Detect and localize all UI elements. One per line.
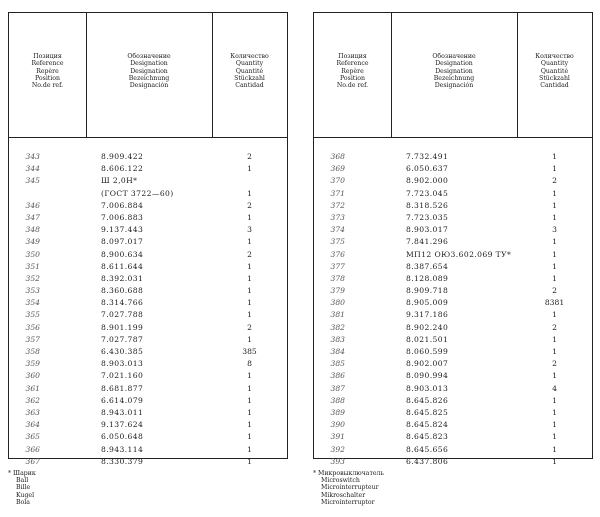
cell-designation: 7.006.883 xyxy=(101,212,144,222)
cell-designation: 6.430.385 xyxy=(101,347,144,356)
cell-designation: 8.318.526 xyxy=(406,200,449,210)
cell-designation: 9.137.443 xyxy=(101,225,144,235)
cell-quantity: 8 xyxy=(247,359,252,369)
cell-quantity: 1 xyxy=(552,237,557,247)
cell-position: 390 xyxy=(330,420,345,430)
cell-designation: 8.021.501 xyxy=(406,334,449,344)
cell-designation: 8.902.000 xyxy=(406,176,449,186)
cell-position: 387 xyxy=(330,383,345,393)
cell-position: 355 xyxy=(25,310,40,320)
cell-position: 368 xyxy=(330,152,345,161)
cell-quantity: 1 xyxy=(247,212,252,222)
cell-quantity: 1 xyxy=(552,407,557,417)
table-row xyxy=(9,444,287,456)
cell-quantity: 1 xyxy=(552,444,557,454)
cell-quantity: 2 xyxy=(552,286,557,296)
cell-position: 369 xyxy=(330,164,345,174)
cell-quantity: 1 xyxy=(247,237,252,247)
table-row xyxy=(9,334,287,346)
cell-quantity: 1 xyxy=(552,371,557,381)
cell-quantity: 1 xyxy=(552,249,557,259)
cell-quantity: 1 xyxy=(247,420,252,430)
table-row xyxy=(9,431,287,443)
cell-quantity: 1 xyxy=(247,164,252,174)
cell-quantity: 2 xyxy=(247,249,252,259)
footnote-left: * Шарик Ball Bille Kugel Bola xyxy=(8,470,36,506)
cell-designation: 8.645.824 xyxy=(406,420,449,430)
cell-designation: 8.900.634 xyxy=(101,249,144,259)
cell-position: 379 xyxy=(330,286,345,296)
cell-designation: 8.060.599 xyxy=(406,347,449,356)
cell-position: 357 xyxy=(25,334,40,344)
table-row xyxy=(9,200,287,212)
table-row xyxy=(9,358,287,370)
cell-quantity: 1 xyxy=(552,273,557,283)
cell-quantity: 4 xyxy=(552,383,557,393)
cell-position: 385 xyxy=(330,359,345,369)
table-row xyxy=(314,249,592,261)
cell-quantity: 1 xyxy=(247,456,252,466)
table-row xyxy=(9,188,287,200)
cell-designation: Ш 2,0Н* xyxy=(101,176,138,186)
cell-position: 375 xyxy=(330,237,345,247)
cell-designation: 8.645.825 xyxy=(406,407,449,417)
cell-quantity: 1 xyxy=(552,212,557,222)
cell-designation: 8.902.007 xyxy=(406,359,449,369)
table-row xyxy=(314,395,592,407)
cell-quantity: 2 xyxy=(247,322,252,332)
cell-quantity: 1 xyxy=(247,273,252,283)
cell-position: 358 xyxy=(25,347,40,356)
cell-position: 383 xyxy=(330,334,345,344)
cell-designation: МП12 ОЮ3.602.069 ТУ* xyxy=(406,249,512,259)
cell-designation: 6.437.806 xyxy=(406,456,449,466)
cell-position: 393 xyxy=(330,456,345,466)
cell-designation: 8.943.114 xyxy=(101,444,144,454)
table-row xyxy=(314,273,592,285)
table-row xyxy=(9,273,287,285)
cell-quantity: 1 xyxy=(552,261,557,271)
cell-designation: 8.645.826 xyxy=(406,395,449,405)
cell-designation: 8.901.199 xyxy=(101,322,144,332)
cell-position: 364 xyxy=(25,420,40,430)
cell-designation: 8.943.011 xyxy=(101,407,144,417)
cell-position: 344 xyxy=(25,164,40,174)
cell-quantity: 3 xyxy=(247,225,252,235)
cell-quantity: 1 xyxy=(247,395,252,405)
cell-designation: 9.137.624 xyxy=(101,420,144,430)
cell-position: 367 xyxy=(25,456,40,466)
table-row xyxy=(9,395,287,407)
cell-position: 380 xyxy=(330,298,345,308)
table-row xyxy=(314,285,592,297)
table-row xyxy=(9,285,287,297)
table-row xyxy=(314,456,592,468)
cell-designation: 8.387.654 xyxy=(406,261,449,271)
cell-position: 351 xyxy=(25,261,40,271)
parts-table-left xyxy=(8,12,288,466)
cell-position: 345 xyxy=(25,176,40,186)
cell-quantity: 1 xyxy=(247,298,252,308)
cell-designation: 8.330.379 xyxy=(101,456,144,466)
cell-quantity: 1 xyxy=(552,200,557,210)
cell-designation: 7.027.787 xyxy=(101,334,144,344)
cell-quantity: 1 xyxy=(247,371,252,381)
cell-designation: 7.006.884 xyxy=(101,200,144,210)
table-row xyxy=(314,163,592,175)
table-body-right xyxy=(314,151,592,468)
cell-designation: 7.732.491 xyxy=(406,152,449,161)
cell-designation: (ГОСТ 3722—60) xyxy=(101,188,174,198)
cell-position: 356 xyxy=(25,322,40,332)
table-row xyxy=(9,163,287,175)
table-row xyxy=(9,456,287,468)
cell-position: 382 xyxy=(330,322,345,332)
cell-position: 378 xyxy=(330,273,345,283)
cell-quantity: 2 xyxy=(247,152,252,161)
cell-designation: 8.611.644 xyxy=(101,261,144,271)
cell-designation: 6.050.648 xyxy=(101,432,144,442)
cell-position: 384 xyxy=(330,347,345,356)
cell-designation: 8.392.031 xyxy=(101,273,144,283)
cell-position: 373 xyxy=(330,212,345,222)
cell-designation: 8.360.688 xyxy=(101,286,144,296)
cell-designation: 8.909.718 xyxy=(406,286,449,296)
cell-quantity: 2 xyxy=(552,322,557,332)
cell-position: 386 xyxy=(330,371,345,381)
table-row xyxy=(314,200,592,212)
header-designation: Обозначение Designation Designation Bezeichnung Designación xyxy=(127,53,171,90)
table-body-left xyxy=(9,151,287,468)
cell-designation: 8.905.009 xyxy=(406,298,449,308)
cell-position: 354 xyxy=(25,298,40,308)
table-row xyxy=(9,309,287,321)
cell-designation: 8.090.994 xyxy=(406,371,449,381)
cell-position: 343 xyxy=(25,152,40,161)
cell-designation: 7.021.160 xyxy=(101,371,144,381)
cell-designation: 8.606.122 xyxy=(101,164,144,174)
cell-quantity: 1 xyxy=(552,188,557,198)
cell-designation: 8.314.766 xyxy=(101,298,144,308)
cell-quantity: 1 xyxy=(552,164,557,174)
cell-designation: 8.645.823 xyxy=(406,432,449,442)
cell-designation: 7.723.045 xyxy=(406,188,449,198)
table-row xyxy=(314,431,592,443)
table-row xyxy=(9,151,287,163)
cell-quantity: 1 xyxy=(552,395,557,405)
table-row xyxy=(314,151,592,163)
cell-quantity: 2 xyxy=(552,176,557,186)
cell-position: 360 xyxy=(25,371,40,381)
cell-position: 362 xyxy=(25,395,40,405)
cell-quantity: 1 xyxy=(552,432,557,442)
header-divider xyxy=(9,137,287,138)
table-row xyxy=(9,370,287,382)
cell-position: 349 xyxy=(25,237,40,247)
cell-designation: 8.902.240 xyxy=(406,322,449,332)
cell-position: 372 xyxy=(330,200,345,210)
cell-quantity: 1 xyxy=(247,383,252,393)
table-row xyxy=(314,188,592,200)
cell-position: 370 xyxy=(330,176,345,186)
table-row xyxy=(9,322,287,334)
cell-quantity: 1 xyxy=(247,444,252,454)
table-row xyxy=(314,322,592,334)
cell-position: 389 xyxy=(330,407,345,417)
header-divider xyxy=(314,137,592,138)
table-row xyxy=(314,224,592,236)
cell-quantity: 1 xyxy=(247,188,252,198)
table-row xyxy=(314,370,592,382)
cell-designation: 9.317.186 xyxy=(406,310,449,320)
table-row xyxy=(314,444,592,456)
cell-designation: 8.909.422 xyxy=(101,152,144,161)
cell-designation: 8.681.877 xyxy=(101,383,144,393)
cell-position: 350 xyxy=(25,249,40,259)
table-row xyxy=(314,419,592,431)
table-row xyxy=(9,346,287,358)
cell-quantity: 385 xyxy=(242,347,257,356)
cell-quantity: 1 xyxy=(552,152,557,161)
cell-quantity: 1 xyxy=(552,347,557,356)
cell-position: 371 xyxy=(330,188,345,198)
cell-quantity: 1 xyxy=(247,310,252,320)
header-designation: Обозначение Designation Designation Bezeichnung Designación xyxy=(432,53,476,90)
cell-position: 346 xyxy=(25,200,40,210)
footnote-right: * Микровыключатель Microswitch Microinterrupteur Mikroschalter Microinterruptor xyxy=(313,470,384,506)
cell-quantity: 2 xyxy=(552,359,557,369)
cell-quantity: 1 xyxy=(247,432,252,442)
table-row xyxy=(9,419,287,431)
cell-position: 363 xyxy=(25,407,40,417)
table-row xyxy=(9,249,287,261)
cell-position: 365 xyxy=(25,432,40,442)
header-position: Позиция Reference Repère Position No.de ref. xyxy=(336,53,369,90)
cell-position: 366 xyxy=(25,444,40,454)
table-row xyxy=(9,175,287,187)
cell-quantity: 2 xyxy=(247,200,252,210)
cell-designation: 8.097.017 xyxy=(101,237,144,247)
cell-position: 361 xyxy=(25,383,40,393)
cell-position: 377 xyxy=(330,261,345,271)
cell-quantity: 1 xyxy=(552,334,557,344)
table-row xyxy=(9,407,287,419)
cell-designation: 7.841.296 xyxy=(406,237,449,247)
table-row xyxy=(314,309,592,321)
cell-quantity: 3 xyxy=(552,225,557,235)
cell-quantity: 1 xyxy=(247,286,252,296)
cell-position: 353 xyxy=(25,286,40,296)
cell-quantity: 1 xyxy=(247,261,252,271)
cell-position: 388 xyxy=(330,395,345,405)
cell-designation: 8.128.089 xyxy=(406,273,449,283)
cell-designation: 8.903.013 xyxy=(101,359,144,369)
cell-designation: 8.903.017 xyxy=(406,225,449,235)
parts-table-right xyxy=(313,12,593,466)
cell-position: 359 xyxy=(25,359,40,369)
cell-designation: 6.614.079 xyxy=(101,395,144,405)
header-quantity: Количество Quantity Quantité Stückzahl Cantidad xyxy=(535,53,574,90)
cell-position: 348 xyxy=(25,225,40,235)
table-row xyxy=(9,383,287,395)
cell-designation: 8.645.656 xyxy=(406,444,449,454)
table-row xyxy=(314,297,592,309)
cell-position: 391 xyxy=(330,432,345,442)
table-row xyxy=(314,346,592,358)
table-row xyxy=(9,212,287,224)
cell-quantity: 1 xyxy=(552,420,557,430)
cell-quantity: 1 xyxy=(552,310,557,320)
cell-designation: 8.903.013 xyxy=(406,383,449,393)
cell-quantity: 1 xyxy=(552,456,557,466)
cell-quantity: 8381 xyxy=(544,298,565,308)
table-row xyxy=(314,261,592,273)
cell-quantity: 1 xyxy=(247,334,252,344)
header-quantity: Количество Quantity Quantité Stückzahl Cantidad xyxy=(230,53,269,90)
cell-designation: 7.027.788 xyxy=(101,310,144,320)
table-row xyxy=(314,407,592,419)
table-row xyxy=(9,236,287,248)
cell-quantity: 1 xyxy=(247,407,252,417)
table-row xyxy=(9,297,287,309)
cell-position: 374 xyxy=(330,225,345,235)
table-row xyxy=(314,334,592,346)
cell-position: 376 xyxy=(330,249,345,259)
cell-position: 381 xyxy=(330,310,345,320)
cell-position: 347 xyxy=(25,212,40,222)
cell-designation: 6.050.637 xyxy=(406,164,449,174)
table-row xyxy=(314,175,592,187)
table-row xyxy=(314,358,592,370)
cell-designation: 7.723.035 xyxy=(406,212,449,222)
table-row xyxy=(9,261,287,273)
header-position: Позиция Reference Repère Position No.de ref. xyxy=(31,53,64,90)
cell-position: 392 xyxy=(330,444,345,454)
table-row xyxy=(9,224,287,236)
cell-position: 352 xyxy=(25,273,40,283)
table-row xyxy=(314,212,592,224)
table-row xyxy=(314,236,592,248)
table-row xyxy=(314,383,592,395)
